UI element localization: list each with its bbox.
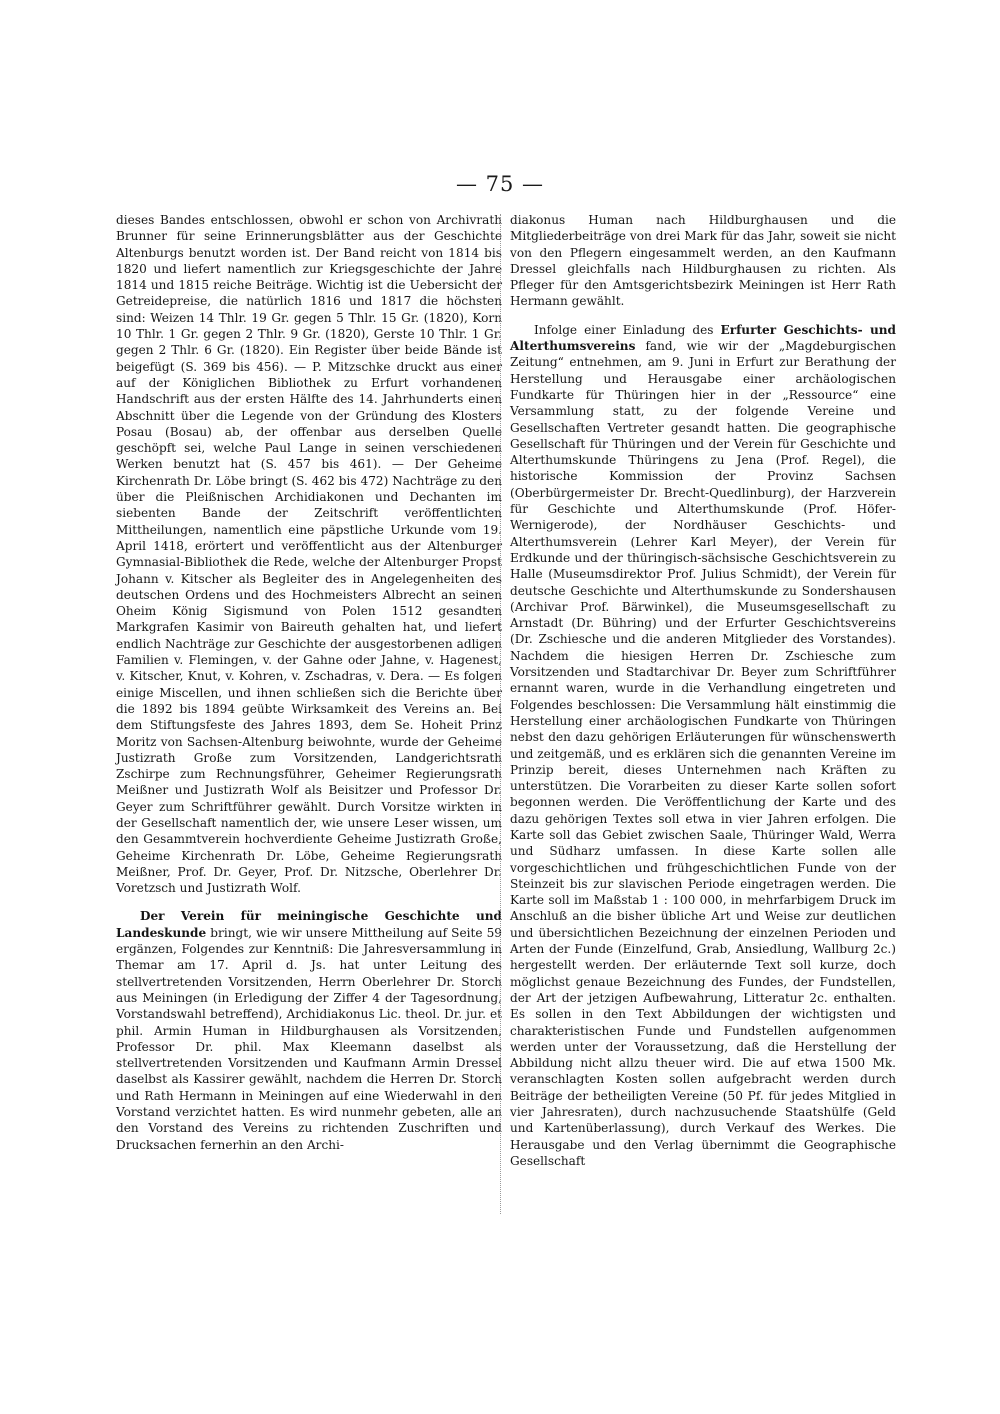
right-paragraph-2-lead: Infolge einer Einladung des [534, 322, 721, 337]
society-heading-erfurt: Erfurter Geschichts- und Alterthumsvereins [510, 322, 896, 354]
column-divider [500, 214, 501, 1214]
right-paragraph-2-text: fand, wie wir der „Magdeburgischen Zeitung“ entnehmen, am 9. Juni in Erfurt zur Berathung der Herstellung und Herausgabe einer archäologischen Fundkarte für Thüringen hier in der „Ressource“ eine Versammlung statt, zu der folgende Vereine und Gesellschaften Vertreter gesandt hatten. Die geographische Gesellschaft für Thüringen und der Verein für Geschichte und Alterthumskunde Thüringens zu Jena (Prof. Regel), die historische Kommission der Provinz Sachsen (Oberbürgermeister Dr. Brecht-Quedlinburg), der Harzverein für Geschichte und Alterthumskunde (Prof. Höfer-Wernigerode), der Nordhäuser Geschichts- und Alterthumsverein (Lehrer Karl Meyer), der Verein für Erdkunde und der thüringisch-sächsische Geschichtsverein zu Halle (Museumsdirektor Prof. Julius Schmidt), der Verein für deutsche Geschichte und Alterthumskunde zu Sondershausen (Archivar Prof. Bärwinkel), die Museumsgesellschaft zu Arnstadt (Dr. Bühring) und der Erfurter Geschichtsvereins (Dr. Zschiesche und die anderen Mitglieder des Vorstandes). Nachdem die hiesigen Herren Dr. Zschiesche zum Vorsitzenden und Stadtarchivar Dr. Beyer zum Schriftführer ernannt waren, wurde in die Verhandlung eingetreten und Folgendes beschlossen: Die Versammlung hält einstimmig die Herstellung einer archäologischen Fundkarte von Thüringen nebst den dazu gehörigen Erläuterungen für wünschenswerth und zeitgemäß, und es erklären sich die genannten Vereine im Prinzip bereit, dieses Unternehmen nach Kräften zu unterstützen. Die Vorarbeiten zu dieser Karte sollen sofort begonnen werden. Die Veröffentlichung der Karte und des dazu gehörigen Textes soll etwa in vier Jahren erfolgen. Die Karte soll das Gebiet zwischen Saale, Thüringer Wald, Werra und Südharz umfassen. In diese Karte sollen alle vorgeschichtlichen und frühgeschichtlichen Funde von der Steinzeit bis zur slavischen Periode eingetragen werden. Die Karte soll im Maßstab 1 : 100 000, in mehrfarbigem Druck im Anschluß an die bisher übliche Art und Weise zur deutlichen und übersichtlichen Bezeichnung der einzelnen Perioden und Arten der Funde (Einzelfund, Grab, Ansiedlung, Wallburg 2c.) hergestellt werden. Der erläuternde Text soll kurze, doch möglichst genaue Bezeichnung des Fundes, der Fundstellen, der Art der jetzigen Aufbewahrung, Litteratur 2c. enthalten. Es sollen in den Text Abbildungen der wichtigsten und charakteristischen Funde und Fundstellen aufgenommen werden unter der Voraussetzung, daß die Herstellung der Abbildung nicht allzu theuer wird. Die auf etwa 1500 Mk. veranschlagten Kosten sollen aufgebracht werden durch Beiträge der betheiligten Vereine (50 Pf. für jedes Mitglied in vier Jahresraten), durch nachzusuchende Staatshülfe (Geld und Kartenüberlassung), durch Verkauf des Werkes. Die Herausgabe und den Verlag übernimmt die Geographische Gesellschaft [510, 339, 896, 1168]
left-column [116, 212, 502, 1153]
right-paragraph-1: diakonus Human nach Hildburghausen und die Mitgliederbeiträge von drei Mark für das Jahr, soweit sie nicht von den Pflegern eingesammelt werden, an den Kaufmann Dressel gleichfalls nach Hildburghausen zu richten. Als Pfleger für den Amtsgerichtsbezirk Meiningen ist Herr Rath Hermann gewählt. [510, 213, 896, 309]
page-number: — 75 — [455, 172, 545, 196]
left-paragraph-1: dieses Bandes entschlossen, obwohl er schon von Archivrath Brunner für seine Erinnerungsblätter aus der Geschichte Altenburgs benutzt worden ist. Der Band reicht von 1814 bis 1820 und liefert namentlich zur Kriegsgeschichte der Jahre 1814 und 1815 reiche Beiträge. Wichtig ist die Uebersicht der Getreidepreise, die natürlich 1816 und 1817 die höchsten sind: Weizen 14 Thlr. 19 Gr. gegen 5 Thlr. 15 Gr. (1820), Korn 10 Thlr. 1 Gr. gegen 2 Thlr. 9 Gr. (1820), Gerste 10 Thlr. 1 Gr. gegen 2 Thlr. 6 Gr. (1820). Ein Register über beide Bände ist beigefügt (S. 369 bis 456). — P. Mitzschke druckt aus einer auf der Königlichen Bibliothek zu Erfurt vorhandenen Handschrift aus der ersten Hälfte des 14. Jahrhunderts einen Abschnitt über die Legende von der Gründung des Klosters Posau (Bosau) ab, der offenbar aus derselben Quelle geschöpft sei, welche Paul Lange in seinen verschiedenen Werken benutzt hat (S. 457 bis 461). — Der Geheime Kirchenrath Dr. Löbe bringt (S. 462 bis 472) Nachträge zu den über die Pleißnischen Archidiakonen und Dechanten im siebenten Bande der Zeitschrift veröffentlichten Mittheilungen, namentlich eine päpstliche Urkunde vom 19. April 1418, erörtert und veröffentlicht aus der Altenburger Gymnasial-Bibliothek die Rede, welche der Altenburger Propst Johann v. Kitscher als Begleiter des in Angelegenheiten des deutschen Ordens und des Hochmeisters Albrecht an seinen Oheim König Sigismund von Polen 1512 gesandten Markgrafen Kasimir von Baireuth gehalten hat, und liefert endlich Nachträge zur Geschichte der ausgestorbenen adligen Familien v. Flemingen, v. der Gahne oder Jahne, v. Hagenest, v. Kitscher, Knut, v. Kohren, v. Zschadras, v. Dera. — Es folgen einige Miscellen, und ihnen schließen sich die Berichte über die 1892 bis 1894 geübte Wirksamkeit des Vereins an. Bei dem Stiftungsfeste des Jahres 1893, dem Se. Hoheit Prinz Moritz von Sachsen-Altenburg beiwohnte, wurde der Geheime Justizrath Große zum Vorsitzenden, Landgerichtsrath Zschirpe zum Rechnungsführer, Geheimer Regierungsrath Meißner und Justizrath Wolf als Beisitzer und Professor Dr. Geyer zum Schriftführer gewählt. Durch Vorsitze wirkten in der Gesellschaft namentlich der, wie unsere Leser wissen, um den Gesammtverein hochverdiente Geheime Justizrath Große, Geheime Kirchenrath Dr. Löbe, Geheime Regierungsrath Meißner, Prof. Dr. Geyer, Prof. Dr. Nitzsche, Oberlehrer Dr. Voretzsch und Justizrath Wolf. [116, 213, 502, 896]
left-paragraph-2 [116, 908, 502, 1152]
left-paragraph-2-text: bringt, wie wir unsere Mittheilung auf Seite 59 ergänzen, Folgendes zur Kenntniß: Die Jahresversammlung in Themar am 17. April d. Js. hat unter Leitung des stellvertretenden Vorsitzenden, Herrn Oberlehrer Dr. Storch aus Meiningen (in Erledigung der Ziffer 4 der Tagesordnung, Vorstandswahl betreffend), Archidiakonus Lic. theol. Dr. jur. et phil. Armin Human in Hildburghausen als Vorsitzenden, Professor Dr. phil. Max Kleemann daselbst als stellvertretenden Vorsitzenden und Kaufmann Armin Dressel daselbst als Kassirer gewählt, nachdem die Herren Dr. Storch und Rath Hermann in Meiningen auf eine Wiederwahl in den Vorstand verzichtet hatten. Es wird nunmehr gebeten, alle an den Vorstand des Vereins zu richtenden Zuschriften und Drucksachen fernerhin an den Archi- [116, 925, 502, 1152]
society-heading-meiningen: Der Verein für meiningische Geschichte und Landeskunde [116, 909, 502, 940]
right-column [510, 212, 896, 1169]
right-paragraph-2 [510, 322, 896, 1169]
